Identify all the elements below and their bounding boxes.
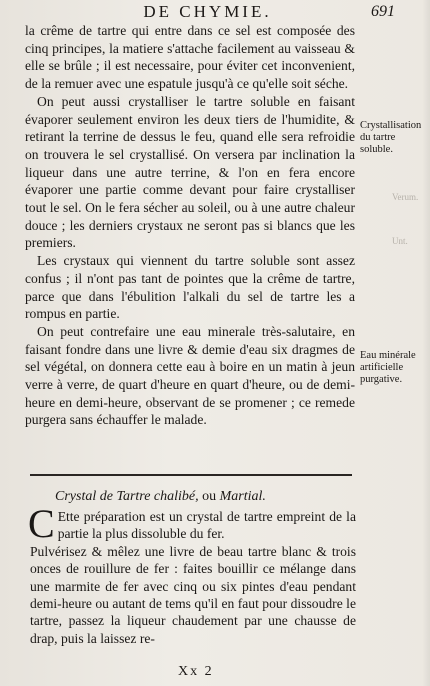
section-paragraph-2: Pulvérisez & mêlez une livre de beau tartre blanc & trois onces de rouillure de fer : faites bouillir ce mélange dans une marmite de fer avec cinq ou six pintes d'eau pendant demi-heure ou autant de tems qu'il en faut pour dissoudre le tartre, passez la liqueur chaudement par une chausse de drap, puis la laissez re-	[30, 543, 356, 646]
section-title-part-3: Martial.	[219, 489, 266, 504]
section-title	[55, 489, 355, 505]
section-title-part-1: Crystal de Tartre chalibé,	[55, 489, 199, 504]
paragraph-2: On peut aussi crystalliser le tartre soluble en faisant évaporer seulement environ les deux tiers de l'humidite, & retirant la terrine de dessus le feu, quand elle sera refroidie on trouvera le sel crystallisé. On versera par inclination la liqueur dans une autre terrine, & l'on en fera encore évaporer une partie comme devant pour faire crystalliser tout le sel. On le fera sécher au soleil, ou à une autre chaleur douce ; les derniers crystaux ne seront pas si blancs que les premiers.	[25, 93, 355, 251]
running-title: DE CHYMIE.	[143, 2, 272, 21]
section-text	[28, 501, 356, 647]
page-number: 691	[371, 3, 395, 20]
section-divider	[30, 474, 352, 476]
section-intro-text: Ette préparation est un crystal de tartre empreint de la partie la plus dissoluble du fer.	[57, 509, 356, 542]
paragraph-4: On peut contrefaire une eau minerale très-salutaire, en faisant fondre dans une livre & demie d'eau six dragmes de sel végétal, on donnera cette eau à boire en un matin à jeun verre à verre, de quart d'heure en quart d'heure, ou de demi-heure en demi-heure, observant de se promener ; ce remede purgera sans échauffer le malade.	[25, 323, 355, 428]
drop-capital: C	[28, 501, 55, 546]
section-intro-paragraph	[28, 501, 356, 546]
margin-note-eau-minerale: Eau minérale artificielle purgative.	[360, 350, 416, 385]
paragraph-1: la crême de tartre qui entre dans ce sel est composée des cinq principes, la matiere s'attache facilement au vaisseau & elle se brûle ; il est necessaire, pour éviter cet inconvenient, de la remuer avec une espatule jusqu'à ce qu'elle soit séche.	[25, 23, 355, 92]
page-edge-shadow	[422, 0, 430, 686]
main-text	[25, 22, 355, 429]
paragraph-3: Les crystaux qui viennent du tartre soluble sont assez confus ; il n'ont pas tant de pointes que la crême de tartre, parce que dans l'ébulition l'alkali du sel de tartre les a rompus en partie.	[25, 253, 355, 322]
margin-note-faint-1: Verum.	[392, 192, 419, 202]
page-header	[0, 2, 430, 22]
margin-note-faint-2: Unt.	[392, 236, 408, 246]
signature-mark: Xx 2	[178, 664, 214, 679]
margin-note-crystallisation: Crystallisation du tartre soluble.	[360, 120, 422, 155]
section-title-part-2: ou	[202, 489, 217, 504]
